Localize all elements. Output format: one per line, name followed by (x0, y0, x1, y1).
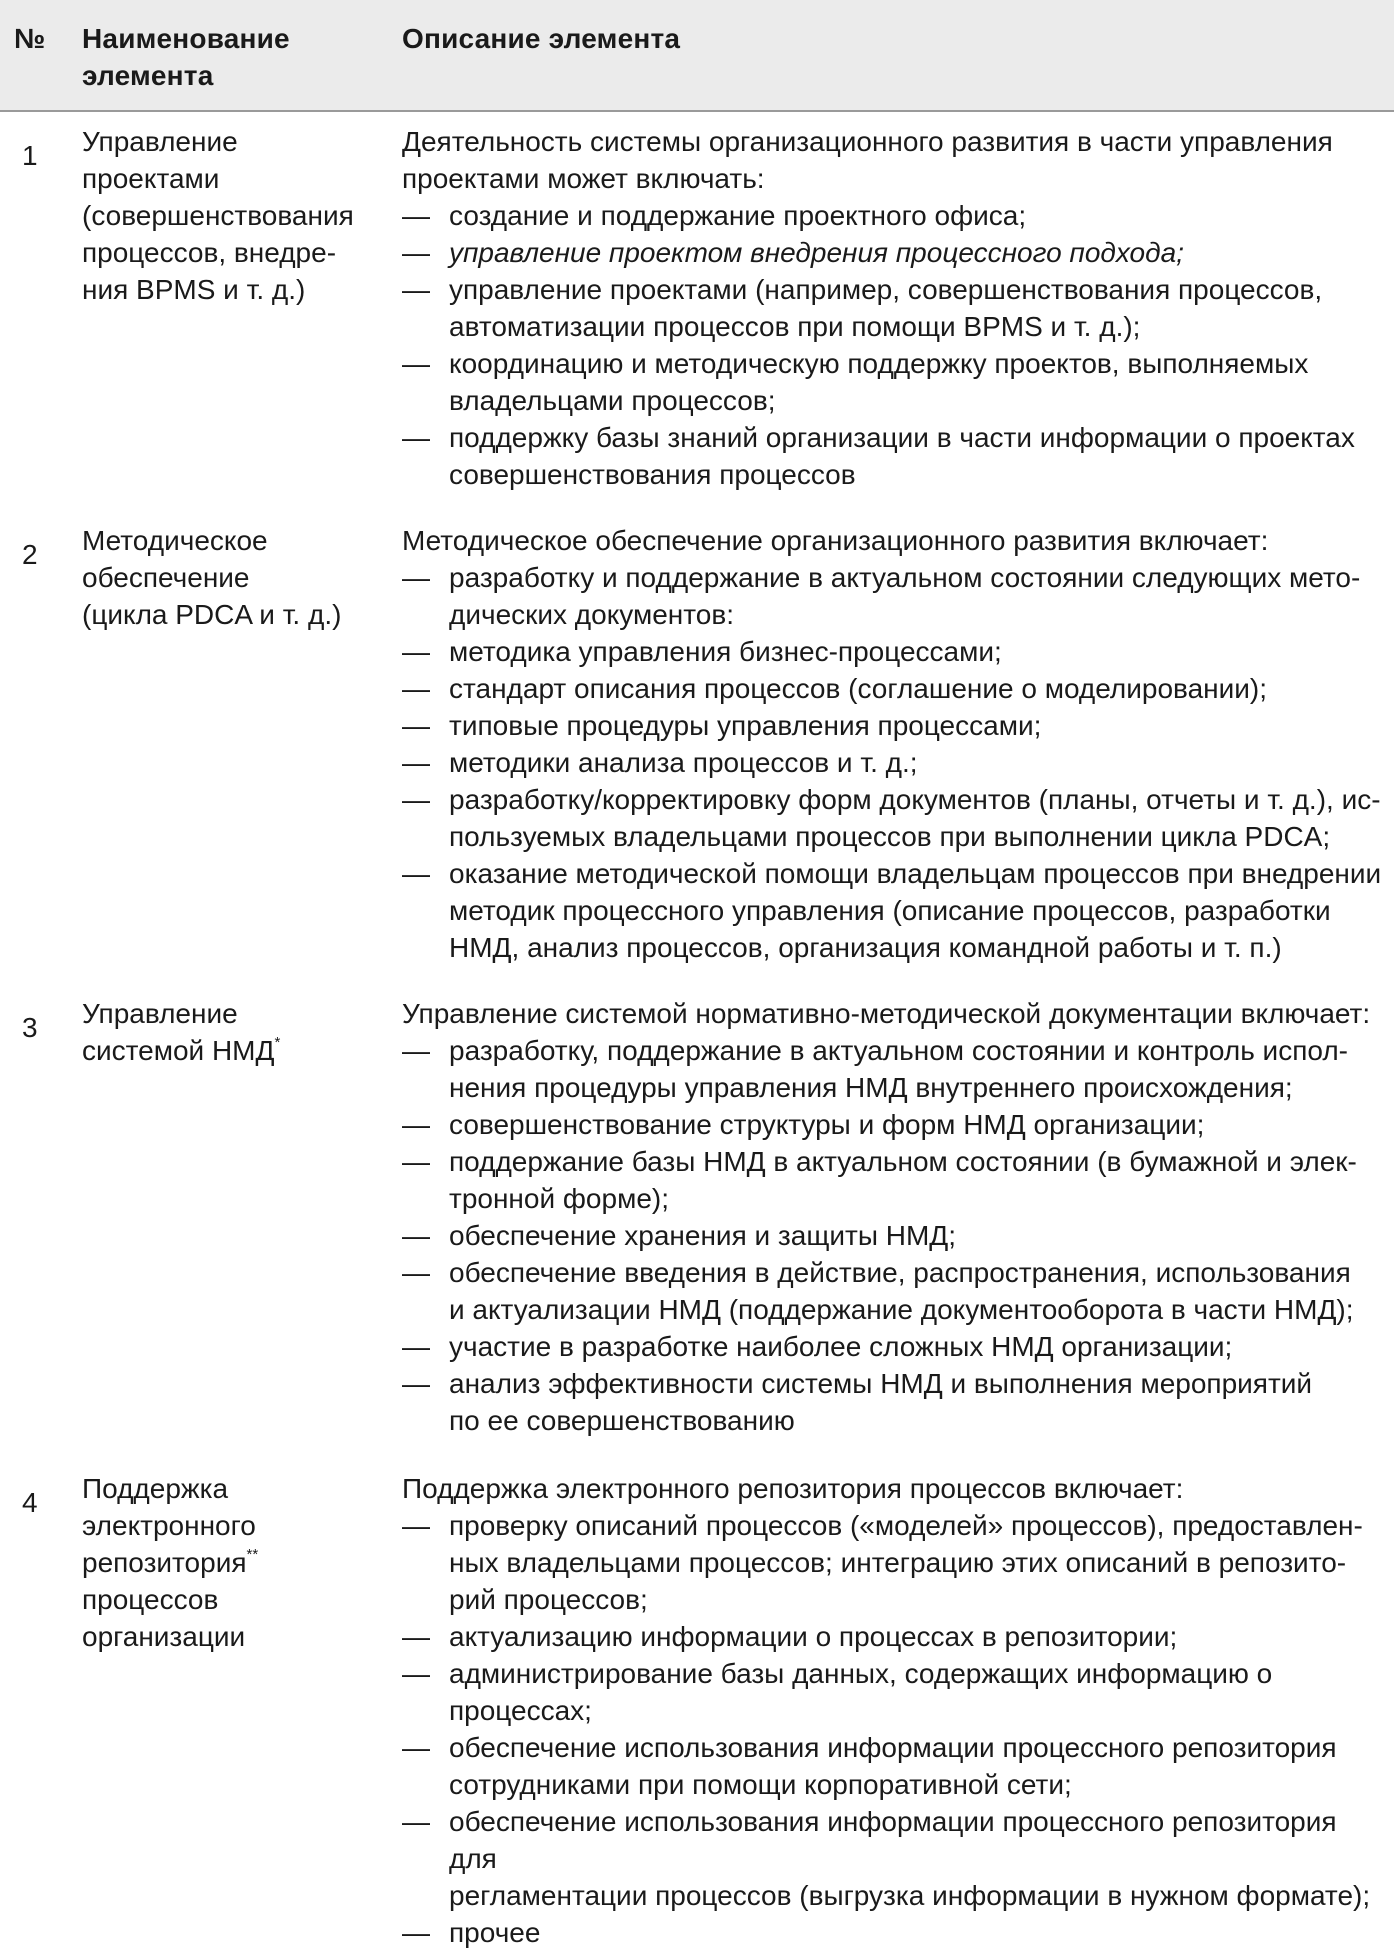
dash-bullet: — (402, 1331, 430, 1362)
header-name-line: элемента (82, 60, 214, 91)
header-number: № (14, 23, 46, 54)
table-header (0, 0, 1394, 112)
name-line: электронного (82, 1510, 256, 1541)
dash-bullet: — (402, 1806, 430, 1837)
list-item: — обеспечение хранения и защиты НМД; (402, 1217, 1382, 1254)
dash-bullet: — (402, 562, 430, 593)
list-item: — участие в разработке наиболее сложных НМД организации; (402, 1328, 1382, 1365)
name-line: Поддержка (82, 1473, 229, 1504)
name-line: репозитория** (82, 1546, 259, 1578)
name-line: (совершенствования (82, 200, 354, 231)
row-description (402, 123, 1382, 493)
description-intro: проектами может включать: (402, 163, 765, 194)
header-name-line: Наименование (82, 23, 290, 54)
dash-bullet: — (402, 1257, 430, 1288)
name-line: обеспечение (82, 562, 250, 593)
dash-bullet: — (402, 1220, 430, 1251)
dash-bullet: — (402, 274, 430, 305)
row-number: 3 (22, 1012, 38, 1043)
dash-bullet: — (402, 747, 430, 778)
description-intro: Деятельность системы организационного развития в части управления (402, 126, 1333, 157)
list-item: — координацию и методическую поддержку проектов, выполняемых владельцами процессов; (402, 345, 1382, 419)
list-item: — разработку и поддержание в актуальном состоянии следующих мето- дических документов: (402, 559, 1382, 633)
dash-bullet: — (402, 673, 430, 704)
list-item: — прочее (402, 1914, 1382, 1951)
list-item: — обеспечение использования информации процессного репозитория сотрудниками при помощи корпоративной сети; (402, 1729, 1382, 1803)
dash-bullet: — (402, 710, 430, 741)
name-line: процессов (82, 1584, 219, 1615)
list-item: — методики анализа процессов и т. д.; (402, 744, 1382, 781)
list-item: — управление проектами (например, совершенствования процессов, автоматизации процессов при помощи BPMS и т. д.); (402, 271, 1382, 345)
name-line: организации (82, 1621, 246, 1652)
list-item: — поддержание базы НМД в актуальном состоянии (в бумажной и элек- тронной форме); (402, 1143, 1382, 1217)
list-item: — анализ эффективности системы НМД и выполнения мероприятий по ее совершенствованию (402, 1365, 1382, 1439)
name-line: проектами (82, 163, 220, 194)
list-item: — оказание методической помощи владельцам процессов при внедрении методик процессного управления (описание процессов, разработки НМД, анализ процессов, организация командной работы и т. п.) (402, 855, 1382, 966)
dash-bullet: — (402, 1917, 430, 1948)
list-item: — типовые процедуры управления процессами; (402, 707, 1382, 744)
row-element-name (82, 522, 382, 633)
description-intro: Методическое обеспечение организационного развития включает: (402, 525, 1269, 556)
list-item: — обеспечение введения в действие, распространения, использования и актуализации НМД (поддержание документооборота в части НМД); (402, 1254, 1382, 1328)
list-item: — проверку описаний процессов («моделей» процессов), предоставлен- ных владельцами процессов; интеграцию этих описаний в репозито- рий процессов; (402, 1507, 1382, 1618)
header-description: Описание элемента (402, 23, 681, 54)
row-element-name (82, 995, 382, 1069)
header-name (82, 20, 402, 94)
row-number: 1 (22, 140, 38, 171)
name-line: Управление (82, 126, 238, 157)
row-element-name (82, 1470, 382, 1655)
dash-bullet: — (402, 1510, 430, 1541)
row-element-name (82, 123, 382, 308)
name-line: процессов, внедре- (82, 237, 337, 268)
row-description (402, 522, 1382, 966)
description-intro: Управление системой нормативно-методической документации включает: (402, 998, 1371, 1029)
dash-bullet: — (402, 1035, 430, 1066)
footnote-marker: ** (246, 1546, 259, 1563)
list-item: — методика управления бизнес-процессами; (402, 633, 1382, 670)
list-item: — поддержку базы знаний организации в части информации о проектах совершенствования процессов (402, 419, 1382, 493)
dash-bullet: — (402, 1658, 430, 1689)
dash-bullet: — (402, 1621, 430, 1652)
list-item: — актуализацию информации о процессах в репозитории; (402, 1618, 1382, 1655)
name-line: Методическое (82, 525, 268, 556)
dash-bullet: — (402, 237, 430, 268)
name-line: ния BPMS и т. д.) (82, 274, 306, 305)
dash-bullet: — (402, 1109, 430, 1140)
dash-bullet: — (402, 200, 430, 231)
dash-bullet: — (402, 1732, 430, 1763)
row-description (402, 995, 1382, 1439)
row-number: 4 (22, 1487, 38, 1518)
dash-bullet: — (402, 636, 430, 667)
dash-bullet: — (402, 422, 430, 453)
dash-bullet: — (402, 1368, 430, 1399)
list-item: — создание и поддержание проектного офиса; (402, 197, 1382, 234)
list-item: — разработку, поддержание в актуальном состоянии и контроль испол- нения процедуры управления НМД внутреннего происхождения; (402, 1032, 1382, 1106)
dash-bullet: — (402, 858, 430, 889)
description-intro: Поддержка электронного репозитория процессов включает: (402, 1473, 1184, 1504)
list-item: — управление проектом внедрения процессного подхода; (402, 234, 1382, 271)
list-item: — разработку/корректировку форм документов (планы, отчеты и т. д.), ис- пользуемых владельцами процессов при выполнении цикла PDCA; (402, 781, 1382, 855)
row-description (402, 1470, 1382, 1951)
dash-bullet: — (402, 784, 430, 815)
list-item: — обеспечение использования информации процессного репозитория для регламентации процессов (выгрузка информации в нужном формате); (402, 1803, 1382, 1914)
row-number: 2 (22, 539, 38, 570)
list-item: — администрирование базы данных, содержащих информацию о процессах; (402, 1655, 1382, 1729)
name-line: системой НМД* (82, 1034, 281, 1066)
name-line: (цикла PDCA и т. д.) (82, 599, 342, 630)
list-item: — стандарт описания процессов (соглашение о моделировании); (402, 670, 1382, 707)
dash-bullet: — (402, 1146, 430, 1177)
list-item: — совершенствование структуры и форм НМД организации; (402, 1106, 1382, 1143)
name-line: Управление (82, 998, 238, 1029)
dash-bullet: — (402, 348, 430, 379)
footnote-marker: * (274, 1034, 281, 1051)
